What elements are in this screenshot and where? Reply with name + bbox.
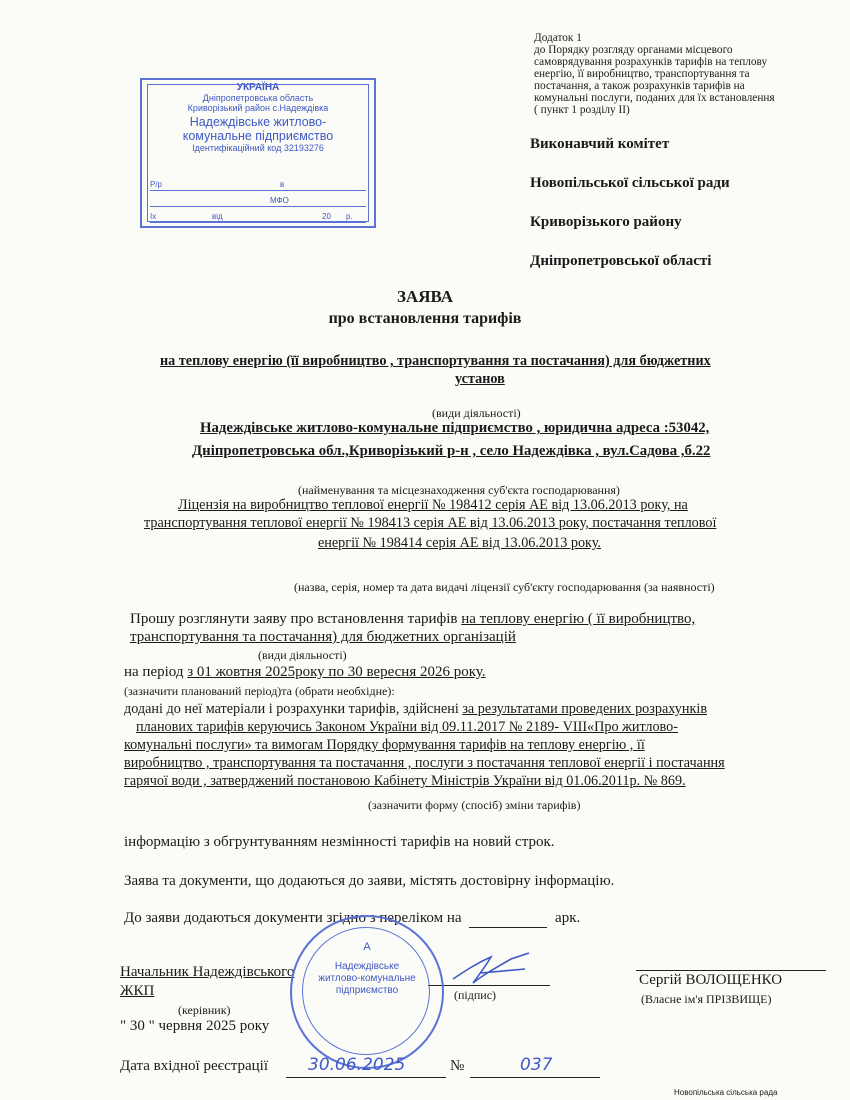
stamp-label: Р/р <box>150 180 163 189</box>
stamp-name-line2: комунальне підприємство <box>182 129 334 143</box>
footer-stamp: Новопільська сільська рада <box>674 1088 778 1097</box>
seal-letter: А <box>363 941 371 953</box>
signature-caption: (підпис) <box>454 988 497 1002</box>
request-activity: на теплову енергію ( її виробництво, <box>461 611 696 627</box>
activity-value-line1: на теплову енергію (її виробництво , транспортування та постачання) для бюджетних <box>160 353 711 369</box>
entity-caption: (найменування та місцезнаходження суб'єкта господарювання) <box>298 483 620 497</box>
attached-text: додані до неї матеріали і розрахунки тарифів, здійснені <box>124 701 463 717</box>
entity-value-line1: Надеждівське житлово-комунальне підприємство , юридична адреса :53042, <box>200 420 710 436</box>
attached-line3: комунальні послуги» та вимогам Порядку формування тарифів на теплову енергію , її <box>124 737 645 753</box>
document-subtitle: про встановлення тарифів <box>328 310 522 327</box>
seal-text <box>312 961 422 997</box>
stamp-region: Дніпропетровська область <box>202 93 314 103</box>
addressee-line3: Криворізького району <box>530 214 682 230</box>
registration-number-line <box>470 1077 600 1078</box>
addendum-line: до Порядку розгляду органами місцевого <box>534 44 733 56</box>
organization-stamp <box>140 78 376 228</box>
entity-value-line2: Дніпропетровська обл.,Криворізький р-н , село Надеждівка , вул.Садова ,б.22 <box>192 443 711 459</box>
attached-line5: гарячої води , затверджений постановою Кабінету Міністрів України від 01.06.2011р. № 869. <box>124 773 686 789</box>
docs-text: До заяви додаються документи згідно з переліком на <box>124 910 462 926</box>
license-value-line1: Ліцензія на виробництво теплової енергії № 198412 серія АЕ від 13.06.2013 року, на <box>178 497 688 513</box>
license-value-line2: транспортування теплової енергії № 198413 серія АЕ від 13.06.2013 року, постачання теплової <box>144 515 717 531</box>
registration-date-value: 30.06.2025 <box>308 1055 406 1075</box>
seal-line: підприємство <box>335 985 399 996</box>
signer-position-line2: ЖКП <box>120 983 155 999</box>
registration-date-line <box>286 1077 446 1078</box>
registration-number-value: 037 <box>520 1055 553 1075</box>
stamp-label: р. <box>346 212 353 221</box>
addendum-line: комунальні послуги, поданих для їх встановлення <box>534 92 775 104</box>
addendum-line: постачання, а також розрахунків тарифів на <box>534 80 745 92</box>
attached-value: за результатами проведених розрахунків <box>462 701 708 717</box>
activity-value-line2: установ <box>455 371 505 387</box>
docs-pages-blank <box>469 910 547 928</box>
addressee-line2: Новопільської сільської ради <box>530 175 730 191</box>
stamp-label: в <box>280 180 285 189</box>
request-text: Прошу розглянути заяву про встановлення тарифів <box>130 611 462 627</box>
attached-caption: (зазначити форму (спосіб) зміни тарифів) <box>368 798 581 812</box>
period-line <box>124 664 486 681</box>
addendum-line: Додаток 1 <box>534 32 582 44</box>
addendum-line: самоврядування розрахунків тарифів на теплову <box>534 56 768 68</box>
addendum-block <box>534 32 824 116</box>
addendum-line: ( пункт 1 розділу ІІ) <box>534 104 630 116</box>
info-line: інформацію з обгрунтуванням незмінності тарифів на новий строк. <box>124 834 555 850</box>
signer-position-line1: Начальник Надеждівського <box>120 964 295 980</box>
activity-caption: (види діяльності) <box>432 406 521 420</box>
stamp-label: 20 <box>322 212 331 221</box>
signature-date: " 30 " червня 2025 року <box>120 1018 270 1034</box>
stamp-country: УКРАЇНА <box>236 82 280 93</box>
stamp-code: Ідентифікаційний код 32193276 <box>192 143 324 153</box>
addressee-line4: Дніпропетровської області <box>530 253 712 269</box>
round-seal <box>290 915 444 1069</box>
registration-label: Дата вхідної реєстрації <box>120 1058 268 1074</box>
signer-position-caption: (керівник) <box>178 1003 231 1017</box>
handwritten-signature <box>445 945 535 990</box>
stamp-label: МФО <box>270 196 289 205</box>
addendum-line: енергію, її виробництво, транспортування та <box>534 68 750 80</box>
request-line2: транспортування та постачання) для бюджетних організацій <box>130 629 516 645</box>
signer-name: Сергій ВОЛОЩЕНКО <box>639 972 783 988</box>
stamp-label: від <box>212 212 223 221</box>
request-line1 <box>130 611 695 628</box>
stamp-row-account <box>150 180 366 191</box>
registration-number-label: № <box>450 1058 465 1074</box>
license-caption: (назва, серія, номер та дата видачі ліцензії суб'єкту господарювання (за наявності) <box>294 580 715 594</box>
attached-line2: планових тарифів керуючись Законом України від 09.11.2017 № 2189- VIII«Про житлово- <box>136 719 678 735</box>
signer-name-caption: (Власне ім'я ПРІЗВИЩЕ) <box>641 992 772 1006</box>
stamp-label: Іх <box>150 212 157 221</box>
attached-line4: виробництво , транспортування та постачання , послуги з постачання теплової енергії і постачання <box>124 755 725 771</box>
period-label: на період <box>124 664 188 680</box>
period-value: з 01 жовтня 2025року по 30 вересня 2026 року. <box>187 664 486 680</box>
addressee-line1: Виконавчий комітет <box>530 136 670 152</box>
period-caption: (зазначити планований період)та (обрати необхідне): <box>124 684 395 698</box>
truth-statement: Заява та документи, що додаються до заяви, містять достовірну інформацію. <box>124 873 615 889</box>
stamp-row-mfo <box>150 196 366 207</box>
license-value-line3: енергії № 198414 серія АЕ від 13.06.2013 року. <box>318 535 601 551</box>
request-activity-caption: (види діяльності) <box>258 648 347 662</box>
seal-line: Надеждівське <box>334 961 400 972</box>
stamp-name-line1: Надеждівське житлово- <box>189 115 327 129</box>
document-title: ЗАЯВА <box>396 287 454 306</box>
seal-line: житлово-комунальне <box>318 973 416 984</box>
docs-unit: арк. <box>555 910 581 926</box>
attached-line1 <box>124 701 707 718</box>
name-line <box>636 970 826 971</box>
stamp-row-ref <box>150 212 366 223</box>
stamp-district: Криворізький район с.Надеждівка <box>187 103 329 113</box>
